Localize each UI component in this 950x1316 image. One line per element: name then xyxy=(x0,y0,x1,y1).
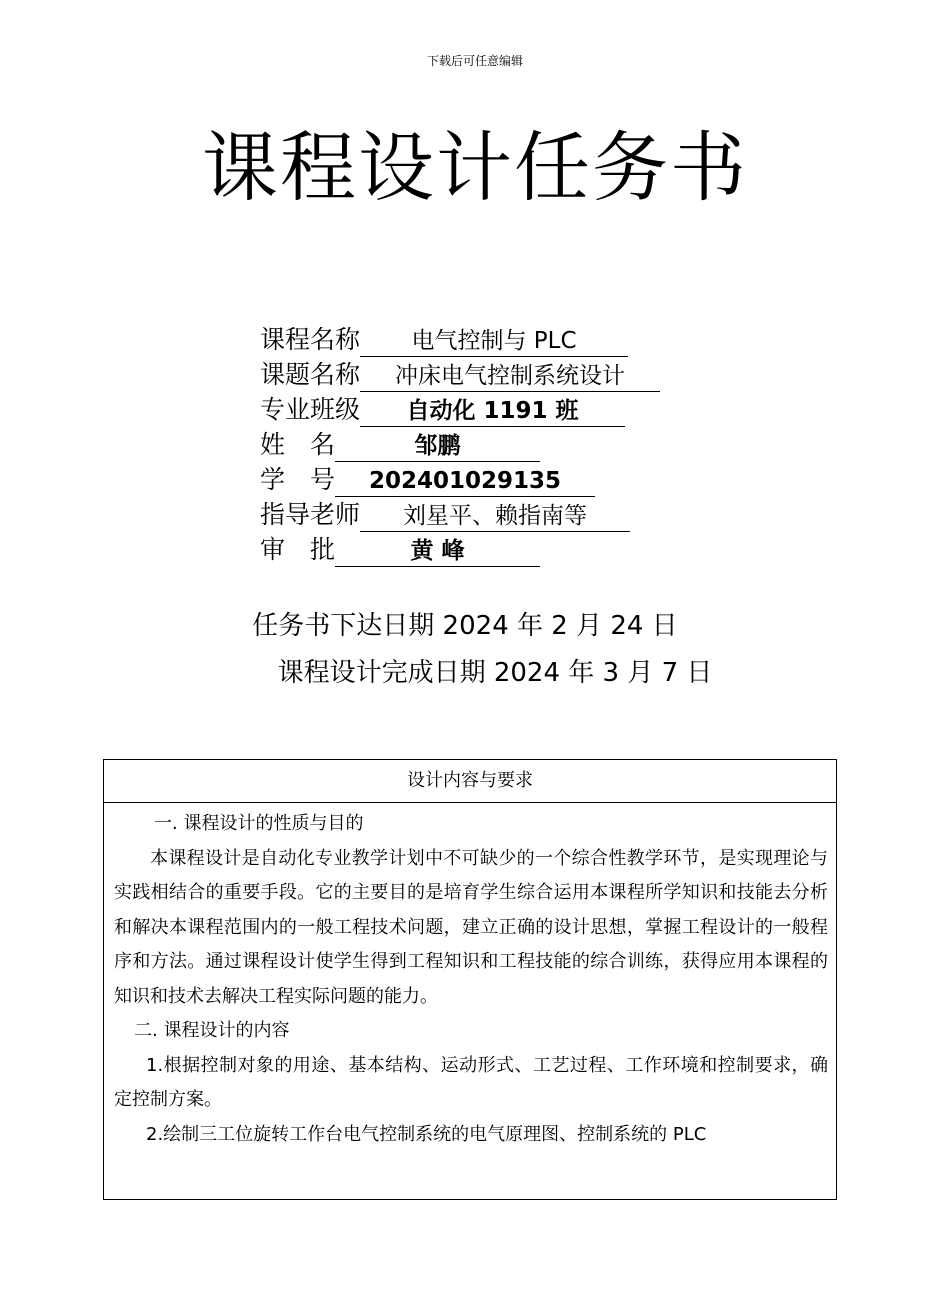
topic-name-value: 冲床电气控制系统设计 xyxy=(360,363,660,392)
name-label: 姓 名 xyxy=(260,430,336,459)
course-name-label: 课程名称 xyxy=(260,325,361,354)
info-row-name xyxy=(260,427,780,462)
section-2-item-1: 1.根据控制对象的用途、基本结构、运动形式、工艺过程、工作环境和控制要求，确定控制方案。 xyxy=(114,1054,828,1110)
course-name-value: 电气控制与 PLC xyxy=(360,328,628,357)
completion-date: 课程设计完成日期 2024 年 3 月 7 日 xyxy=(277,658,713,688)
info-row-student-id xyxy=(260,462,780,497)
student-id-label: 学 号 xyxy=(260,465,336,494)
info-row-approval xyxy=(260,532,780,567)
issue-date: 任务书下达日期 2024 年 2 月 24 日 xyxy=(252,611,678,641)
advisor-label: 指导老师 xyxy=(260,500,361,529)
section-1-heading: 一. 课程设计的性质与目的 xyxy=(154,813,364,834)
major-class-label: 专业班级 xyxy=(260,395,361,424)
info-row-advisor xyxy=(260,497,780,532)
page-title: 课程设计任务书 xyxy=(202,123,748,212)
student-id-value: 202401029135 xyxy=(335,468,595,497)
info-row-course-name xyxy=(260,322,780,357)
design-content-table xyxy=(103,759,837,1200)
approval-label: 审 批 xyxy=(260,535,336,564)
header-note: 下载后可任意编辑 xyxy=(426,54,523,68)
section-2-heading: 二. 课程设计的内容 xyxy=(134,1020,290,1041)
name-value: 邹鹏 xyxy=(335,433,540,462)
table-header: 设计内容与要求 xyxy=(104,760,836,803)
advisor-value: 刘星平、赖指南等 xyxy=(360,503,630,532)
table-body xyxy=(104,803,836,1152)
info-row-topic-name xyxy=(260,357,780,392)
major-class-value: 自动化 1191 班 xyxy=(360,398,625,427)
topic-name-label: 课题名称 xyxy=(260,360,361,389)
section-1-text: 本课程设计是自动化专业教学计划中不可缺少的一个综合性教学环节，是实现理论与实践相结合的重要手段。它的主要目的是培育学生综合运用本课程所学知识和技能去分析和解决本课程范围内的一般工程技术问题，建立正确的设计思想，掌握工程设计的一般程序和方法。通过课程设计使学生得到工程知识和工程技能的综合训练，获得应用本课程的知识和技术去解决工程实际问题的能力。 xyxy=(114,847,828,1007)
info-row-major-class xyxy=(260,392,780,427)
approval-value: 黄 峰 xyxy=(335,538,540,567)
info-block xyxy=(260,322,780,567)
section-2-item-2: 2.绘制三工位旋转工作台电气控制系统的电气原理图、控制系统的 PLC xyxy=(146,1123,707,1145)
